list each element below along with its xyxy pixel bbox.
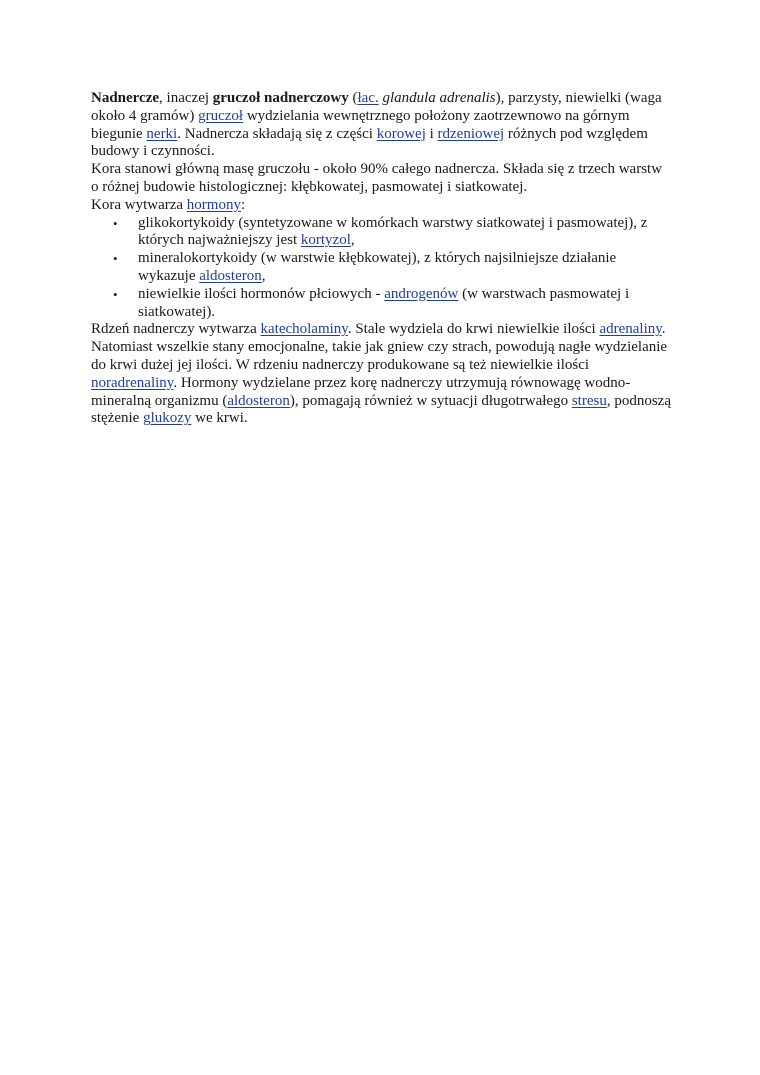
- link-katecholaminy[interactable]: katecholaminy: [260, 321, 348, 338]
- text-run: ), pomagają również w sytuacji długotrwałego: [289, 392, 572, 409]
- list-item: [91, 250, 671, 286]
- hormones-intro: [91, 197, 671, 215]
- link-glukozy[interactable]: glukozy: [143, 410, 192, 427]
- link-hormony[interactable]: hormony: [186, 196, 241, 213]
- text-run: wydzielania wewnętrznego położony zaotrzewnowo na górnym biegunie: [91, 107, 630, 142]
- text-run: różnych pod względem budowy i czynności.: [91, 125, 648, 160]
- term-gruczol-nadnerczowy: gruczoł nadnerczowy: [212, 90, 349, 106]
- text-run: (: [348, 90, 358, 106]
- text-run: i: [425, 125, 438, 142]
- text-run: ,: [261, 267, 266, 284]
- link-noradrenaliny[interactable]: noradrenaliny: [91, 374, 174, 391]
- text-run: ,: [350, 232, 355, 249]
- cortex-paragraph: [91, 161, 671, 197]
- text-run: ), parzysty, niewielki (waga około 4 gramów): [91, 90, 662, 124]
- text-run: . Hormony wydzielane przez korę nadnerczy utrzymują równowagę wodno-mineralną organizmu (: [91, 374, 631, 409]
- bullet-icon: •: [113, 251, 118, 267]
- intro-paragraph: [91, 90, 671, 161]
- text-run: , inaczej: [159, 90, 213, 106]
- link-lac[interactable]: łac.: [357, 90, 379, 106]
- text-run: Kora wytwarza: [91, 196, 187, 213]
- link-aldosteron-2[interactable]: aldosteron: [227, 392, 290, 409]
- bullet-icon: •: [113, 286, 118, 302]
- list-item: [91, 286, 671, 322]
- hormone-list: [91, 215, 671, 322]
- term-nadnercze: Nadnercze: [91, 90, 160, 106]
- link-nerki[interactable]: nerki: [146, 125, 178, 142]
- link-kortyzol[interactable]: kortyzol: [300, 232, 351, 249]
- document-page: [91, 90, 671, 428]
- text-run: Rdzeń nadnerczy wytwarza: [91, 321, 261, 338]
- link-aldosteron[interactable]: aldosteron: [199, 267, 262, 284]
- medulla-paragraph: [91, 321, 671, 428]
- link-adrenaliny[interactable]: adrenaliny: [599, 321, 662, 338]
- text-run: (w warstwach pasmowatej i siatkowatej).: [138, 285, 630, 320]
- text-run: niewielkie ilości hormonów płciowych -: [138, 285, 385, 302]
- list-item: [91, 215, 671, 251]
- latin-name: glandula adrenalis: [382, 90, 496, 106]
- text-run: :: [240, 196, 246, 213]
- bullet-icon: •: [113, 215, 118, 231]
- link-stresu[interactable]: stresu: [571, 392, 607, 409]
- link-gruczol[interactable]: gruczoł: [198, 107, 244, 124]
- text-run: . Nadnercza składają się z części: [177, 125, 377, 142]
- text-run: . Natomiast wszelkie stany emocjonalne, takie jak gniew czy strach, powodują nagłe wydzielanie do krwi dużej jej ilości. W rdzeniu nadnerczy produkowane są też niewielkie ilości: [91, 321, 668, 373]
- text-run: , podnoszą stężenie: [91, 392, 671, 427]
- text-run: glikokortykoidy (syntetyzowane w komórkach warstwy siatkowatej i pasmowatej), z których najważniejszy jest: [138, 214, 648, 249]
- text-run: Kora stanowi główną masę gruczołu - około 90% całego nadnercza. Składa się z trzech warstw o różnej budowie histologicznej: kłębkowatej, pasmowatej i siatkowatej.: [91, 161, 663, 195]
- text-run: . Stale wydziela do krwi niewielkie ilości: [347, 321, 600, 338]
- link-korowej[interactable]: korowej: [376, 125, 426, 142]
- link-rdzeniowej[interactable]: rdzeniowej: [437, 125, 505, 142]
- text-run: we krwi.: [191, 410, 248, 427]
- link-androgenow[interactable]: androgenów: [384, 285, 459, 302]
- text-run: mineralokortykoidy (w warstwie kłębkowatej), z których najsilniejsze działanie wykazuje: [138, 250, 617, 284]
